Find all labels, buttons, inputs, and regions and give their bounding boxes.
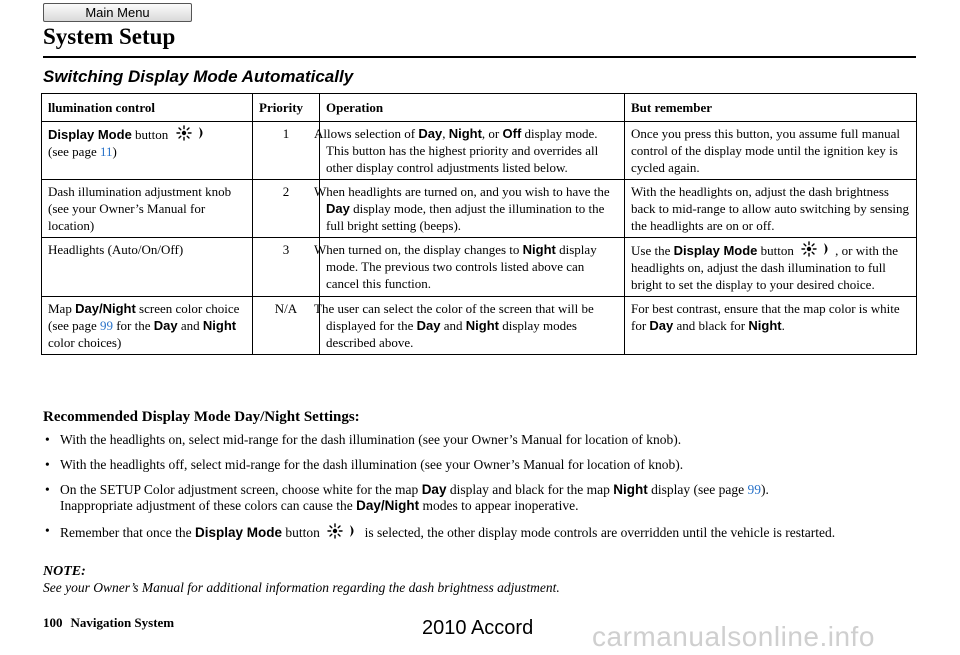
book-title: Navigation System bbox=[70, 615, 175, 630]
list-item: • With the headlights off, select mid-range for the dash illumination (see your Owner’s Manual for location of knob). bbox=[43, 457, 923, 473]
operation-cell: When headlights are turned on, and you wish to have the Day display mode, then adjust the illumination to the full bright setting (beeps). bbox=[320, 180, 625, 238]
table-header-row bbox=[42, 94, 917, 122]
display-mode-button-icon bbox=[801, 241, 831, 257]
moon-icon bbox=[348, 524, 357, 538]
watermark-site: carmanualsonline.info bbox=[592, 621, 875, 652]
column-header-operation: Operation bbox=[320, 94, 625, 122]
table-row bbox=[42, 122, 917, 180]
note-label: NOTE: bbox=[43, 564, 86, 579]
priority-cell: 3 bbox=[253, 238, 320, 297]
main-menu-button[interactable]: Main Menu bbox=[43, 3, 192, 22]
sun-icon bbox=[327, 523, 343, 539]
list-item: • On the SETUP Color adjustment screen, choose white for the map Day display and black for the map Night display (see page 99). Inappropriate adjustment of these colors can cause the Day/Night modes to appear inoperative. bbox=[43, 482, 923, 514]
remember-cell: Once you press this button, you assume full manual control of the display mode until the ignition key is cycled again. bbox=[625, 122, 917, 180]
column-header-priority: Priority bbox=[253, 94, 320, 122]
recommended-settings-list bbox=[43, 432, 923, 550]
moon-icon bbox=[197, 126, 206, 140]
table-row bbox=[42, 180, 917, 238]
control-cell: Map Day/Night screen color choice (see page 99 for the Day and Night color choices) bbox=[42, 297, 253, 355]
title-divider bbox=[43, 56, 916, 58]
page-footer bbox=[43, 615, 174, 631]
page-number: 100 bbox=[43, 615, 63, 630]
control-cell: Headlights (Auto/On/Off) bbox=[42, 238, 253, 297]
sun-icon bbox=[801, 241, 817, 257]
list-item: • Remember that once the Display Mode button is selected, the other display mode controls are overridden until the vehicle is restarted. bbox=[43, 523, 923, 541]
display-mode-button-icon bbox=[176, 125, 206, 141]
display-mode-label: Display Mode bbox=[48, 127, 132, 142]
recommended-settings-heading: Recommended Display Mode Day/Night Settings: bbox=[43, 409, 360, 425]
moon-icon bbox=[822, 242, 831, 256]
watermark-model: 2010 Accord bbox=[422, 617, 534, 639]
operation-cell: The user can select the color of the screen that will be displayed for the Day and Night display modes described above. bbox=[320, 297, 625, 355]
control-cell: Dash illumination adjustment knob (see your Owner’s Manual for location) bbox=[42, 180, 253, 238]
note-text: See your Owner’s Manual for additional information regarding the dash brightness adjustment. bbox=[43, 580, 560, 595]
remember-cell: Use the Display Mode button , or with the headlights on, adjust the dash illumination to full bright to set the display to your desired choice. bbox=[625, 238, 917, 297]
page-link-99[interactable]: 99 bbox=[99, 318, 113, 333]
section-heading: Switching Display Mode Automatically bbox=[43, 67, 354, 86]
page-title: System Setup bbox=[43, 24, 176, 49]
operation-cell: When turned on, the display changes to Night display mode. The previous two controls listed above can cancel this function. bbox=[320, 238, 625, 297]
priority-cell: N/A bbox=[253, 297, 320, 355]
page-link-99[interactable]: 99 bbox=[747, 482, 761, 497]
column-header-remember: But remember bbox=[625, 94, 917, 122]
sun-icon bbox=[176, 125, 192, 141]
table-row bbox=[42, 238, 917, 297]
control-cell: Display Mode button (see page 11) bbox=[42, 122, 253, 180]
operation-cell: Allows selection of Day, Night, or Off display mode. This button has the highest priority and overrides all other display control adjustments listed below. bbox=[320, 122, 625, 180]
priority-cell: 2 bbox=[253, 180, 320, 238]
remember-cell: For best contrast, ensure that the map color is white for Day and black for Night. bbox=[625, 297, 917, 355]
priority-cell: 1 bbox=[253, 122, 320, 180]
page-link-11[interactable]: 11 bbox=[99, 144, 113, 159]
table-row bbox=[42, 297, 917, 355]
display-mode-table bbox=[41, 93, 917, 355]
remember-cell: With the headlights on, adjust the dash brightness back to mid-range to allow auto switching by sensing the headlights are on or off. bbox=[625, 180, 917, 238]
list-item: • With the headlights on, select mid-range for the dash illumination (see your Owner’s Manual for location of knob). bbox=[43, 432, 923, 448]
column-header-control: llumination control bbox=[42, 94, 253, 122]
display-mode-button-icon bbox=[327, 523, 357, 539]
